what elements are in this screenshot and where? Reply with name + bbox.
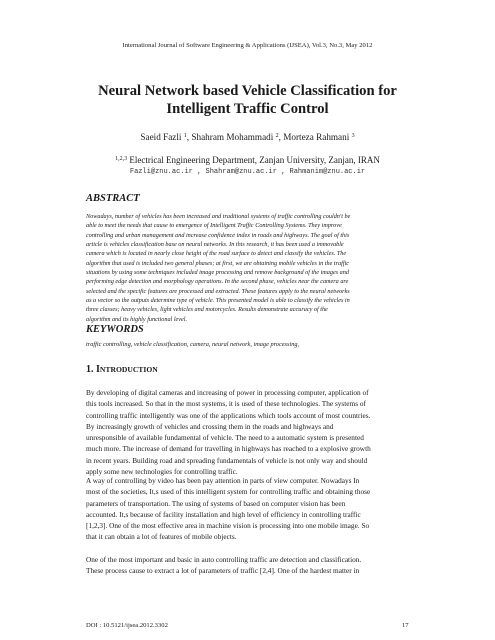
paragraph-line: most of the societies, It,s used of this intelligent system for controlling traffic and obtaining those xyxy=(86,487,371,497)
abstract-line: as a vector so the outputs determine type of vehicle. This presented model is able to classify the vehicles in xyxy=(86,297,350,305)
affiliation xyxy=(0,155,495,165)
affiliation-mark: 1,2,3 xyxy=(115,156,128,162)
paper-title xyxy=(40,82,455,118)
abstract-heading: ABSTRACT xyxy=(86,193,140,204)
abstract-line: controlling and urban management and increase confidence index in roads and highways. The goal of this xyxy=(86,231,350,239)
introduction-heading-smallcaps: NTRODUCTION xyxy=(99,365,158,374)
title-line-2: Intelligent Traffic Control xyxy=(166,101,329,117)
keywords-list: traffic controlling, vehicle classification, camera, neural network, image processing, xyxy=(86,341,300,348)
affiliation-text: Electrical Engineering Department, Zanjan University, Zanjan, IRAN xyxy=(127,155,380,165)
intro-paragraph-2 xyxy=(86,475,413,543)
paragraph-line: These process cause to extract a lot of parameters of traffic [2,4]. One of the hardest matter in xyxy=(86,566,360,576)
paragraph-line: unresponsible of available fundamental of vehicle. The need to a automatic system is presented xyxy=(86,433,364,442)
paragraph-line: By developing of digital cameras and increasing of power in processing computer, application of xyxy=(86,388,369,397)
paragraph-line: in recent years. Building road and spreading fundamentals of vehicle is not only way and should xyxy=(86,455,368,465)
abstract-body xyxy=(86,212,411,324)
paragraph-line: A way of controlling by video has been pay attention in parts of view computer. Nowadays In xyxy=(86,476,360,485)
keywords-heading: KEYWORDS xyxy=(86,324,144,335)
author-name: Saeid Fazli xyxy=(140,132,184,142)
abstract-line: algorithm and its highly functional level. xyxy=(86,315,188,323)
author-emails: Fazli@znu.ac.ir , Shahram@znu.ac.ir , Rahmanim@znu.ac.ir xyxy=(129,168,366,176)
author-separator: , xyxy=(186,132,192,142)
intro-paragraph-1 xyxy=(86,387,413,477)
paragraph-line: By increasingly growth of vehicles and crossing them in the roads and highways and xyxy=(86,421,334,431)
abstract-line: Nowadays, number of vehicles has been increased and traditional systems of traffic controlling couldn't be xyxy=(86,213,351,220)
intro-paragraph-3 xyxy=(86,554,413,577)
abstract-line: camera which is located in nearly close height of the road surface to detect and classify the vehicles. The xyxy=(86,250,347,258)
abstract-line: situations by using some techniques included image processing and remove background of the images and xyxy=(86,269,349,277)
abstract-line: selected and the specific features are processed and extracted. These features apply to the neural networks xyxy=(86,287,350,295)
title-line-1: Neural Network based Vehicle Classification for xyxy=(98,83,397,99)
introduction-heading-lead: 1. I xyxy=(86,364,100,375)
footer-doi: DOI : 10.5121/ijsea.2012.3302 xyxy=(86,622,168,629)
author-name: Shahram Mohammadi xyxy=(191,132,276,142)
abstract-line: performing edge detection and morphology operations. In the second phase, vehicles near the camera are xyxy=(86,278,349,286)
author-list xyxy=(0,132,495,142)
paragraph-line: accounted. It,s because of facility installation and high level of efficiency in controlling traffic xyxy=(86,509,361,519)
author-affiliation-mark: 1 xyxy=(183,133,187,139)
abstract-line: three classes; heavy vehicles, light vehicles and motorcycles. Results demonstrate accuracy of the xyxy=(86,306,328,314)
abstract-line: algorithm that used is included two general phases; at first, we are obtaining mobile vehicles in the traffic xyxy=(86,259,350,267)
paragraph-line: parameters of transportation. The using of systems of based on computer vision has been xyxy=(86,498,346,508)
paragraph-line: this tools increased. So that in the most systems, it is used of these technologies. The systems of xyxy=(86,399,366,409)
author-affiliation-mark: 2 xyxy=(275,133,279,139)
paragraph-line: [1,2,3]. One of the most effective area in machine vision is processing into one mobile image. So xyxy=(86,521,370,530)
author-separator: , xyxy=(278,132,284,142)
abstract-line: article is vehicles classification base on neural networks. In this research, it has been used a immovable xyxy=(86,241,344,249)
paragraph-line: that it can obtain a lot of features of mobile objects. xyxy=(86,532,237,542)
page-number: 17 xyxy=(402,622,409,629)
paragraph-line: apply some new technologies for controlling traffic. xyxy=(86,466,238,476)
author-affiliation-mark: 3 xyxy=(351,133,355,139)
journal-header: International Journal of Software Engineering & Applications (IJSEA), Vol.3, No.3, May 2012 xyxy=(122,42,373,49)
abstract-line: able to meet the needs that cause to emergence of Intelligent Traffic Controlling Systems. They improve xyxy=(86,222,342,230)
introduction-heading xyxy=(86,364,158,375)
paragraph-line: One of the most important and basic in auto controlling traffic are detection and classification. xyxy=(86,555,362,564)
paragraph-line: controlling traffic intelligently was one of the applications which tools account of most countries. xyxy=(86,410,371,420)
paragraph-line: much more. The increase of demand for travelling in highways has reached to a explosive growth xyxy=(86,444,371,454)
author-name: Morteza Rahmani xyxy=(283,132,352,142)
